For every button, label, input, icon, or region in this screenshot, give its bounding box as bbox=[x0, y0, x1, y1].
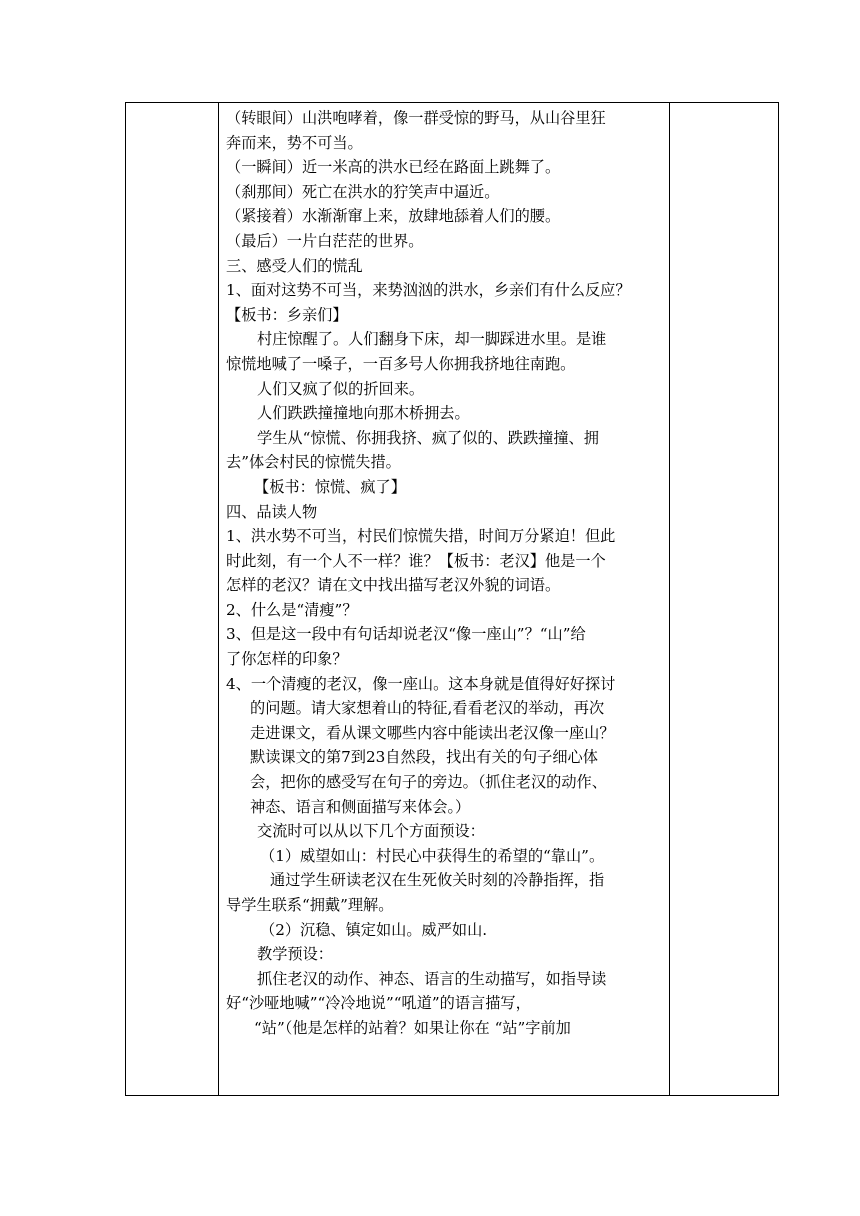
text-line: 4、一个清瘦的老汉，像一座山。这本身就是值得好好探讨 bbox=[226, 674, 616, 693]
text-line: 了你怎样的印象？ bbox=[226, 650, 348, 669]
text-line: 学生从“惊慌、你拥我挤、疯了似的、跌跌撞撞、拥 bbox=[257, 428, 599, 447]
text-line: “站”（他是怎样的站着？如果让你在 “站”字前加 bbox=[254, 1018, 571, 1037]
text-line: （最后）一片白茫茫的世界。 bbox=[226, 231, 424, 250]
table-row bbox=[126, 103, 779, 1096]
left-column-cell bbox=[126, 103, 219, 1096]
text-line: 会，把你的感受写在句子的旁边。（抓住老汉的动作、 bbox=[250, 773, 607, 792]
text-line: 神态、语言和侧面描写来体会。） bbox=[250, 797, 471, 816]
text-line: 3、但是这一段中有句话却说老汉“像一座山”？“山”给 bbox=[226, 625, 586, 644]
text-line: 教学预设： bbox=[257, 945, 333, 964]
text-line: （刹那间）死亡在洪水的狞笑声中逼近。 bbox=[226, 182, 500, 201]
text-line: 时此刻，有一个人不一样？谁？【板书：老汉】他是一个 bbox=[226, 551, 606, 570]
text-line: （2）沉稳、镇定如山。威严如山. bbox=[260, 920, 488, 939]
text-line: （紧接着）水渐渐窜上来，放肆地舔着人们的腰。 bbox=[226, 207, 561, 226]
text-line: 人们又疯了似的折回来。 bbox=[257, 379, 425, 398]
content-column-cell bbox=[219, 103, 670, 1096]
text-line: 【板书：乡亲们】 bbox=[226, 305, 348, 324]
text-line: 抓住老汉的动作、神态、语言的生动描写，如指导读 bbox=[257, 969, 607, 988]
text-line: （一瞬间）近一米高的洪水已经在路面上跳舞了。 bbox=[226, 158, 561, 177]
text-line: 人们跌跌撞撞地向那木桥拥去。 bbox=[257, 404, 470, 423]
text-line: 走进课文，看从课文哪些内容中能读出老汉像一座山？ bbox=[250, 723, 615, 742]
text-line: 通过学生研读老汉在生死攸关时刻的冷静指挥，指 bbox=[270, 871, 605, 890]
text-line: 好“沙哑地喊”“冷冷地说”“吼道”的语言描写， bbox=[226, 994, 531, 1013]
text-line: 默读课文的第7到23自然段，找出有关的句子细心体 bbox=[250, 748, 598, 767]
text-line: 四、品读人物 bbox=[226, 502, 318, 521]
text-line: 【板书：惊慌、疯了】 bbox=[254, 477, 406, 496]
text-line: 交流时可以从以下几个方面预设： bbox=[257, 822, 485, 841]
text-line: 怎样的老汉？请在文中找出描写老汉外貌的词语。 bbox=[226, 576, 561, 595]
text-line: 2、什么是“清瘦”？ bbox=[226, 600, 358, 619]
text-line: 的问题。请大家想着山的特征,看看老汉的举动，再次 bbox=[250, 699, 605, 718]
text-line: 惊慌地喊了一嗓子，一百多号人你拥我挤地往南跑。 bbox=[226, 354, 576, 373]
lesson-plan-table bbox=[125, 102, 779, 1096]
text-line: （1）威望如山：村民心中获得生的希望的“靠山”。 bbox=[260, 846, 605, 865]
right-column-cell bbox=[670, 103, 779, 1096]
text-line: 导学生联系“拥戴”理解。 bbox=[226, 896, 394, 914]
lesson-text bbox=[219, 103, 669, 1041]
text-line: 1、面对这势不可当，来势汹汹的洪水，乡亲们有什么反应？ bbox=[226, 281, 631, 300]
text-line: 1、洪水势不可当，村民们惊慌失措，时间万分紧迫！但此 bbox=[226, 527, 616, 546]
text-line: （转眼间）山洪咆哮着，像一群受惊的野马，从山谷里狂 bbox=[226, 109, 606, 127]
text-line: 三、感受人们的慌乱 bbox=[226, 256, 363, 275]
text-line: 村庄惊醒了。人们翻身下床，却一脚踩进水里。是谁 bbox=[257, 330, 607, 349]
text-line: 去”体会村民的惊慌失措。 bbox=[226, 453, 401, 472]
text-line: 奔而来，势不可当。 bbox=[226, 133, 363, 152]
